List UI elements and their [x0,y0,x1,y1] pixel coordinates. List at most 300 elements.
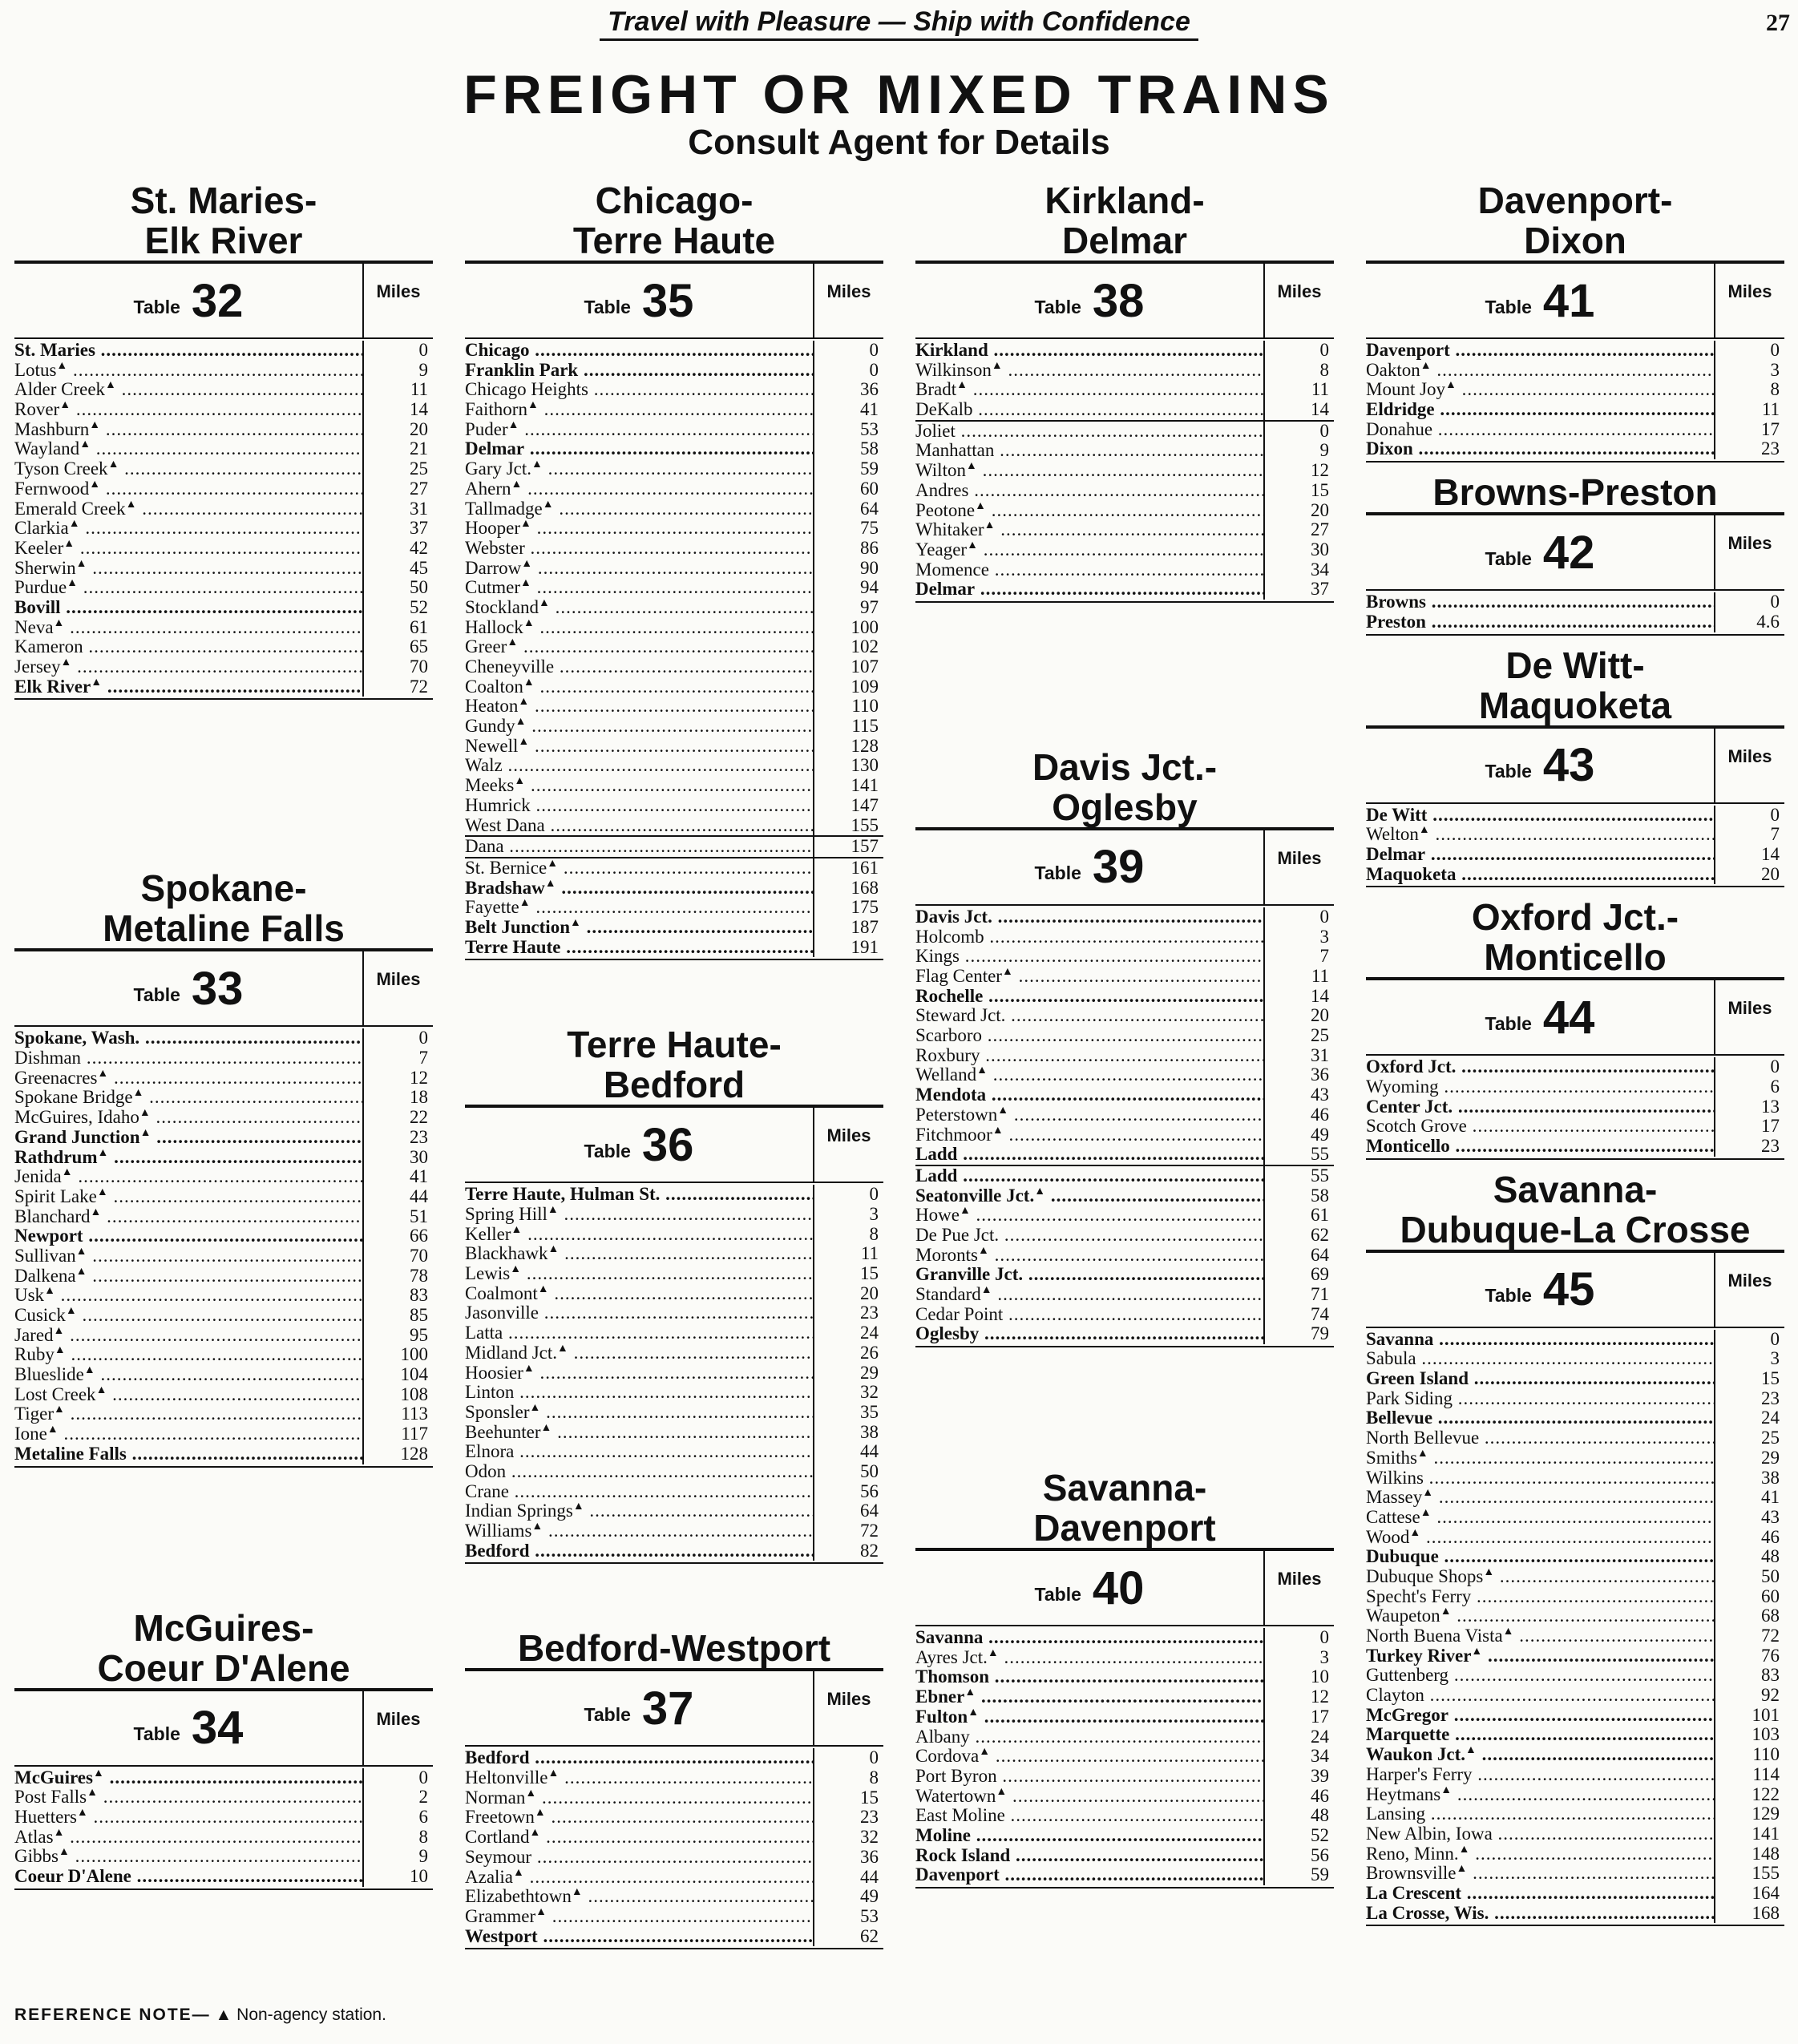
station-name [1366,592,1715,612]
station-name [1366,845,1715,865]
station-name-text: Coalmont [465,1283,538,1303]
station-row [465,1482,883,1502]
station-name [1366,825,1715,845]
station-row [1366,1468,1784,1489]
station-row [1366,1706,1784,1726]
station-row [1366,1488,1784,1508]
station-row [465,539,883,559]
station-name-text: Darrow [465,558,522,578]
station-name-text: Neva [14,617,54,637]
station-miles: 113 [401,1404,428,1424]
station-name [14,1028,364,1048]
station-row [465,499,883,519]
non-agency-marker: ▲ [511,479,523,491]
station-miles: 24 [1311,1726,1329,1747]
station-row [14,1828,433,1848]
station-miles: 85 [410,1305,428,1325]
timetable [14,261,433,700]
station-miles: 49 [1311,1124,1329,1145]
station-name [465,361,814,381]
station-name-text: Specht's Ferry [1366,1586,1472,1606]
station-name [465,1462,814,1482]
timetable [915,827,1334,1347]
station-name-text: Wilton [915,461,966,481]
station-name [14,578,364,598]
station-name-text: Heaton [465,697,519,717]
station-row [465,737,883,757]
station-name [14,1424,364,1444]
station-miles: 70 [410,656,428,677]
station-name-text: Sponsler [465,1402,530,1422]
station-name [915,1667,1265,1687]
table-number: 40 [1092,1561,1145,1614]
timetable-block [14,1608,433,1890]
station-name [465,816,814,836]
station-miles: 10 [410,1865,428,1886]
station-name [14,1128,364,1148]
station-name [14,1207,364,1227]
route-heading-line: Delmar [1062,220,1187,261]
station-name [1366,1528,1715,1548]
station-name-text: Fayette [465,898,519,918]
non-agency-marker: ▲ [87,1787,98,1800]
station-miles: 36 [1311,1064,1329,1085]
station-miles: 82 [860,1540,879,1561]
station-row [465,380,883,400]
station-miles: 52 [1311,1824,1329,1845]
table-number-cell [14,951,364,1025]
non-agency-marker: ▲ [59,400,71,412]
station-name [465,1887,814,1907]
station-row [1366,1369,1784,1389]
station-row [465,361,883,381]
station-miles: 7 [1770,824,1780,845]
station-name-text: Elk River [14,677,91,697]
station-name-text: Andres [915,480,969,500]
station-name-text: Maquoketa [1366,864,1457,884]
station-miles: 39 [1311,1765,1329,1786]
station-row [14,1187,433,1207]
timetable [915,1548,1334,1888]
station-row [14,677,433,697]
route-heading-line: Spokane- [140,867,307,910]
table-number: 38 [1092,274,1145,327]
station-row [465,578,883,598]
station-miles: 76 [1761,1645,1780,1666]
station-name [915,1145,1265,1165]
station-row [465,918,883,938]
station-name [465,499,814,519]
station-name-text: Wyoming [1366,1077,1439,1097]
station-name [14,1444,364,1464]
station-row [465,1264,883,1284]
station-row [1366,1626,1784,1646]
station-row [14,1365,433,1385]
station-miles: 147 [851,794,879,815]
non-agency-marker: ▲ [976,1065,988,1077]
station-name-text: Preston [1366,612,1426,632]
station-name [1366,1547,1715,1567]
station-name [915,1826,1265,1846]
non-agency-marker: ▲ [56,360,68,372]
station-miles: 0 [1319,906,1329,927]
route-heading [915,747,1334,827]
station-name-text: East Moline [915,1806,1005,1826]
station-name-text: Usk [14,1286,45,1306]
station-miles: 108 [400,1384,428,1404]
station-name-text: Spirit Lake [14,1186,97,1206]
station-row [14,1345,433,1365]
station-row [14,1404,433,1424]
non-agency-marker: ▲ [1409,1527,1421,1539]
station-name [915,1767,1265,1787]
station-row [1366,361,1784,381]
station-name [915,1046,1265,1066]
station-row [915,967,1334,987]
station-name [14,400,364,420]
station-miles: 58 [1311,1185,1329,1206]
station-miles: 94 [860,577,879,598]
station-row [465,1501,883,1521]
station-name [465,776,814,796]
station-row [915,1667,1334,1687]
station-miles: 27 [1311,519,1329,540]
table-header [1366,1253,1784,1328]
station-miles: 64 [860,498,879,519]
non-agency-marker: ▲ [1502,1626,1514,1638]
station-list [14,1027,433,1467]
station-name-text: Dixon [1366,439,1413,459]
station-name-text: Clayton [1366,1686,1424,1706]
station-miles: 100 [400,1344,428,1365]
station-row [1366,1884,1784,1904]
station-row [465,938,883,958]
station-name-text: Scotch Grove [1366,1117,1467,1137]
station-miles: 50 [860,1460,879,1481]
non-agency-marker: ▲ [1440,1606,1452,1618]
station-name [465,1383,814,1403]
non-agency-marker: ▲ [529,1828,541,1840]
station-miles: 36 [860,379,879,400]
table-header [14,951,433,1027]
station-miles: 103 [1752,1724,1780,1745]
station-miles: 51 [410,1206,428,1226]
route-heading-line: Oglesby [1052,786,1198,828]
station-name [915,987,1265,1007]
station-miles: 155 [1752,1863,1780,1884]
station-miles: 25 [410,458,428,479]
station-miles: 86 [860,537,879,558]
station-name-text: Ladd [915,1145,958,1165]
non-agency-marker: ▲ [520,578,531,590]
station-name-text: Wood [1366,1527,1410,1547]
table-number-cell [465,1108,814,1182]
station-row [465,1748,883,1768]
station-name [14,1808,364,1828]
station-miles: 23 [410,1126,428,1147]
station-name-text: Dana [465,837,504,857]
station-name [1366,1745,1715,1765]
station-name [915,1265,1265,1285]
non-agency-marker: ▲ [965,461,977,473]
station-name-text: Fernwood [14,479,90,499]
station-miles: 14 [1311,399,1329,420]
station-miles: 23 [860,1807,879,1828]
station-miles: 30 [1311,539,1329,559]
station-row [1366,1587,1784,1607]
table-number-cell [465,1671,814,1745]
station-name-text: Fitchmoor [915,1125,992,1145]
station-miles: 23 [1761,1136,1780,1156]
station-name [1366,1330,1715,1350]
station-miles: 115 [851,716,879,737]
non-agency-marker: ▲ [572,1501,584,1513]
station-name-text: Rock Island [915,1845,1011,1865]
station-miles: 97 [860,596,879,617]
station-row [465,879,883,899]
station-row [915,1687,1334,1707]
route-heading-line: Dixon [1524,220,1626,261]
station-name [465,1264,814,1284]
station-miles: 164 [1752,1882,1780,1903]
timetable-block [465,1628,883,1949]
station-row [465,1887,883,1907]
station-name [915,1285,1265,1305]
station-name-text: Guttenberg [1366,1666,1449,1686]
station-miles: 2 [418,1787,428,1808]
station-name-text: Rochelle [915,986,984,1006]
station-name-text: Spokane Bridge [14,1088,133,1108]
station-miles: 74 [1311,1303,1329,1324]
station-name-text: Beehunter [465,1422,541,1442]
station-name-text: Park Siding [1366,1388,1453,1408]
non-agency-marker: ▲ [510,1264,522,1276]
station-row [465,1828,883,1848]
station-row [14,539,433,559]
station-name [915,1125,1265,1145]
miles-header: Miles [376,1708,421,1729]
station-row [1366,865,1784,885]
non-agency-marker: ▲ [107,459,119,471]
station-name-text: Delmar [1366,844,1426,864]
station-row [915,1026,1334,1046]
station-name [465,1808,814,1828]
station-row [14,1385,433,1405]
non-agency-marker: ▲ [90,1206,102,1218]
station-row [915,1727,1334,1747]
station-row [1366,1448,1784,1468]
station-name-text: Ruby [14,1345,55,1365]
table-label: Table [1034,1583,1081,1605]
non-agency-marker: ▲ [547,858,559,870]
station-name [14,1167,364,1187]
station-name-text: Bedford [465,1748,530,1768]
station-name-text: Atlas [14,1827,54,1847]
station-name [14,1226,364,1246]
station-miles: 104 [400,1364,428,1385]
route-heading-line: Kirkland- [1044,180,1205,221]
station-name-text: Monticello [1366,1137,1450,1156]
station-name-text: Scarboro [915,1026,983,1046]
station-row [14,341,433,361]
station-name [915,1747,1265,1767]
station-miles: 41 [860,399,879,420]
station-name-text: Walz [465,756,503,776]
station-row [465,400,883,420]
station-name-text: Lansing [1366,1804,1426,1824]
station-name [465,341,814,361]
station-name-text: Moronts [915,1245,978,1265]
station-name-text: Welland [915,1065,977,1085]
non-agency-marker: ▲ [531,1521,543,1533]
non-agency-marker: ▲ [523,1363,535,1375]
route-heading-line: Dubuque-La Crosse [1400,1208,1751,1250]
station-miles: 62 [860,1925,879,1946]
station-name [915,1806,1265,1826]
station-row [915,1806,1334,1826]
non-agency-marker: ▲ [1465,1745,1477,1757]
station-name [1366,1626,1715,1646]
station-miles: 0 [1770,592,1780,612]
station-miles: 38 [860,1421,879,1442]
non-agency-marker: ▲ [515,717,527,729]
non-agency-marker: ▲ [518,736,530,748]
station-name-text: Spring Hill [465,1205,547,1224]
station-row [465,1541,883,1561]
station-name [465,1868,814,1888]
table-number-cell [14,1691,364,1765]
station-name [465,1521,814,1541]
timetable [1366,977,1784,1159]
table-label: Table [584,1140,631,1161]
non-agency-marker: ▲ [1483,1566,1495,1578]
station-miles: 43 [1311,1085,1329,1105]
station-name [1366,1706,1715,1726]
table-number-cell [1366,515,1715,589]
station-name [465,1541,814,1561]
route-heading-line: McGuires- [133,1606,314,1649]
non-agency-marker: ▲ [523,677,535,689]
station-row [465,341,883,361]
non-agency-marker: ▲ [980,1285,992,1296]
station-list [915,906,1334,1347]
station-name [915,967,1265,987]
station-row [465,898,883,918]
station-row [1366,420,1784,440]
station-name [1366,1369,1715,1389]
station-list [1366,591,1784,635]
table-header [915,830,1334,906]
station-miles: 191 [851,936,879,957]
station-row [915,1065,1334,1085]
station-name [915,1065,1265,1085]
station-name [14,1148,364,1168]
non-agency-marker: ▲ [1420,360,1432,372]
station-name-text: Cutmer [465,578,520,598]
timetable-block [1366,897,1784,1159]
timetable-block [915,747,1334,1347]
station-row [1366,1745,1784,1765]
station-miles: 15 [860,1787,879,1808]
table-number: 36 [641,1118,694,1171]
station-name [1366,1844,1715,1864]
non-agency-marker: ▲ [507,637,519,649]
station-name-text: Momence [915,559,989,580]
station-name [465,1323,814,1343]
station-miles: 187 [851,916,879,937]
station-miles: 0 [869,1747,879,1768]
station-row [465,1808,883,1828]
station-row [915,540,1334,560]
station-row [1366,1508,1784,1528]
non-agency-marker: ▲ [996,1786,1008,1798]
station-name-text: Cattese [1366,1507,1420,1527]
station-row [465,816,883,836]
miles-header: Miles [826,281,871,301]
non-agency-marker: ▲ [125,499,137,511]
station-name-text: Chicago Heights [465,380,588,400]
station-miles: 72 [410,676,428,697]
station-name [1366,420,1715,440]
station-miles: 11 [860,1243,879,1264]
station-name [14,1828,364,1848]
non-agency-marker: ▲ [529,1402,541,1414]
station-name-text: Joliet [915,421,956,441]
station-name [465,737,814,757]
station-name-text: Browns [1366,592,1426,612]
station-miles: 20 [1311,1005,1329,1026]
station-name-text: Marquette [1366,1725,1450,1745]
station-row [915,907,1334,927]
station-name-text: New Albin, Iowa [1366,1824,1493,1844]
station-row [915,400,1334,420]
station-row [14,618,433,638]
non-agency-marker: ▲ [523,617,535,629]
station-row [1366,341,1784,361]
station-name [465,756,814,776]
station-name-text: Gundy [465,717,515,737]
station-miles: 168 [1752,1902,1780,1923]
station-miles: 11 [410,379,428,400]
non-agency-marker: ▲ [534,1808,546,1820]
station-name [14,657,364,677]
station-miles: 55 [1311,1144,1329,1165]
station-row [465,1521,883,1541]
non-agency-marker: ▲ [63,538,75,550]
non-agency-marker: ▲ [75,558,87,570]
timetable-block [1366,180,1784,463]
non-agency-marker: ▲ [54,1345,66,1357]
station-miles: 75 [860,518,879,539]
route-heading-line: Elk River [144,220,303,261]
station-miles: 92 [1761,1685,1780,1706]
station-row [915,1324,1334,1344]
non-agency-marker: ▲ [79,439,91,451]
station-miles: 30 [410,1146,428,1167]
station-name-text: Rover [14,400,60,420]
station-miles: 4.6 [1756,611,1780,632]
station-row [1366,400,1784,420]
station-name [1366,1686,1715,1706]
station-name-text: Alder Creek [14,380,106,400]
station-name-text: De Pue Jct. [915,1225,1000,1245]
station-miles: 21 [410,438,428,459]
station-row [14,439,433,459]
station-miles: 53 [860,418,879,439]
station-name [1366,1468,1715,1489]
station-row [465,756,883,776]
station-name [14,618,364,638]
